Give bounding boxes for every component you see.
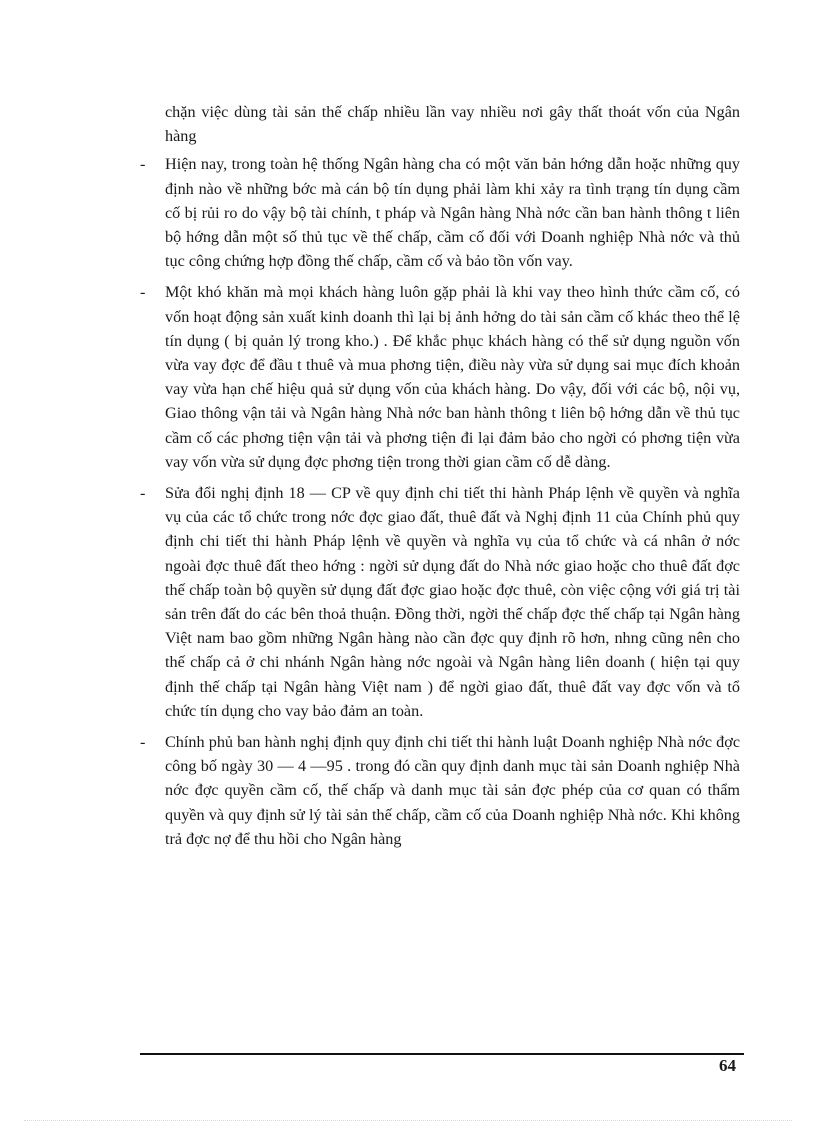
list-item bbox=[140, 152, 740, 273]
page-number: 64 bbox=[719, 1056, 736, 1075]
list-item-text: Chính phủ ban hành nghị định quy định chi tiết thi hành luật Doanh nghiệp Nhà nớc đợc công bố ngày 30 — 4 —95 . trong đó cần quy định danh mục tài sản Doanh nghiệp Nhà nớc đợc quyền cầm cố, thế chấp và danh mục tài sản đợc phép của cơ quan có thẩm quyền và quy định sử lý tài sản thế chấp, cầm cố của Doanh nghiệp Nhà nớc. Khi không trả đợc nợ để thu hồi cho Ngân hàng bbox=[165, 733, 740, 848]
body-text bbox=[140, 100, 740, 858]
list-bullet: - bbox=[140, 733, 146, 752]
list-item-text: Sửa đổi nghị định 18 — CP về quy định chi tiết thi hành Pháp lệnh về quyền và nghĩa vụ của các tổ chức trong nớc đợc giao đất, thuê đất và Nghị định 11 của Chính phủ quy định chi tiết thi hành Pháp lệnh về quyền và nghĩa vụ của tổ chức và cá nhân ở nớc ngoài đợc thuê đất theo hớng : ngời sử dụng đất do Nhà nớc giao hoặc cho thuê đất đợc thế chấp toàn bộ quyền sử dụng đất đợc giao hoặc đợc thuê, còn việc cộng với giá trị tài sản trên đất do các bên thoả thuận. Đồng thời, ngời thế chấp đợc thế chấp tại Ngân hàng Việt nam bao gồm những Ngân hàng nào cần đợc quy định rõ hơn, nhng cũng nên cho thế chấp cả ở chi nhánh Ngân hàng nớc ngoài và Ngân hàng liên doanh ( hiện tại quy định thế chấp tại Ngân hàng Việt nam ) để ngời giao đất, thuê đất vay đợc vốn và tổ chức tín dụng cho vay bảo đảm an toàn. bbox=[165, 484, 740, 720]
list-item bbox=[140, 481, 740, 723]
bottom-dotted-divider bbox=[24, 1120, 792, 1121]
list-item bbox=[140, 730, 740, 851]
intro-continuation-paragraph: chặn việc dùng tài sản thế chấp nhiều lần vay nhiều nơi gây thất thoát vốn của Ngân hàng bbox=[165, 103, 740, 146]
list-bullet: - bbox=[140, 484, 146, 503]
list-bullet: - bbox=[140, 283, 146, 302]
footer-rule bbox=[140, 1053, 744, 1055]
list-item bbox=[140, 280, 740, 474]
list-bullet: - bbox=[140, 155, 146, 174]
list-item-text: Một khó khăn mà mọi khách hàng luôn gặp phải là khi vay theo hình thức cầm cố, có vốn hoạt động sản xuất kinh doanh thì lại bị ảnh hởng do tài sản cầm cố khác theo thể lệ tín dụng ( bị quản lý trong kho.) . Để khắc phục khách hàng có thể sử dụng nguồn vốn vừa vay đợc để đầu t thuê và mua phơng tiện, điều này vừa sử dụng sai mục đích khoản vay vừa hạn chế hiệu quả sử dụng vốn của khách hàng. Do vậy, đối với các bộ, nội vụ, Giao thông vận tải và Ngân hàng Nhà nớc ban hành thông t liên bộ hớng dẫn về thủ tục cầm cố các phơng tiện vận tải và phơng tiện đi lại đảm bảo cho ngời có phơng tiện vừa vay vốn vừa sử dụng đợc phơng tiện trong thời gian cầm cố dễ dàng. bbox=[165, 283, 740, 471]
list-item-text: Hiện nay, trong toàn hệ thống Ngân hàng cha có một văn bản hớng dẫn hoặc những quy định nào về những bớc mà cán bộ tín dụng phải làm khi xảy ra tình trạng tín dụng cầm cố bị rủi ro do vậy bộ tài chính, t pháp và Ngân hàng Nhà nớc cần ban hành thông t liên bộ hớng dẫn một số thủ tục về thế chấp, cầm cố đối với Doanh nghiệp Nhà nớc và thủ tục công chứng hợp đồng thế chấp, cầm cố và bảo tồn vốn vay. bbox=[165, 155, 740, 271]
